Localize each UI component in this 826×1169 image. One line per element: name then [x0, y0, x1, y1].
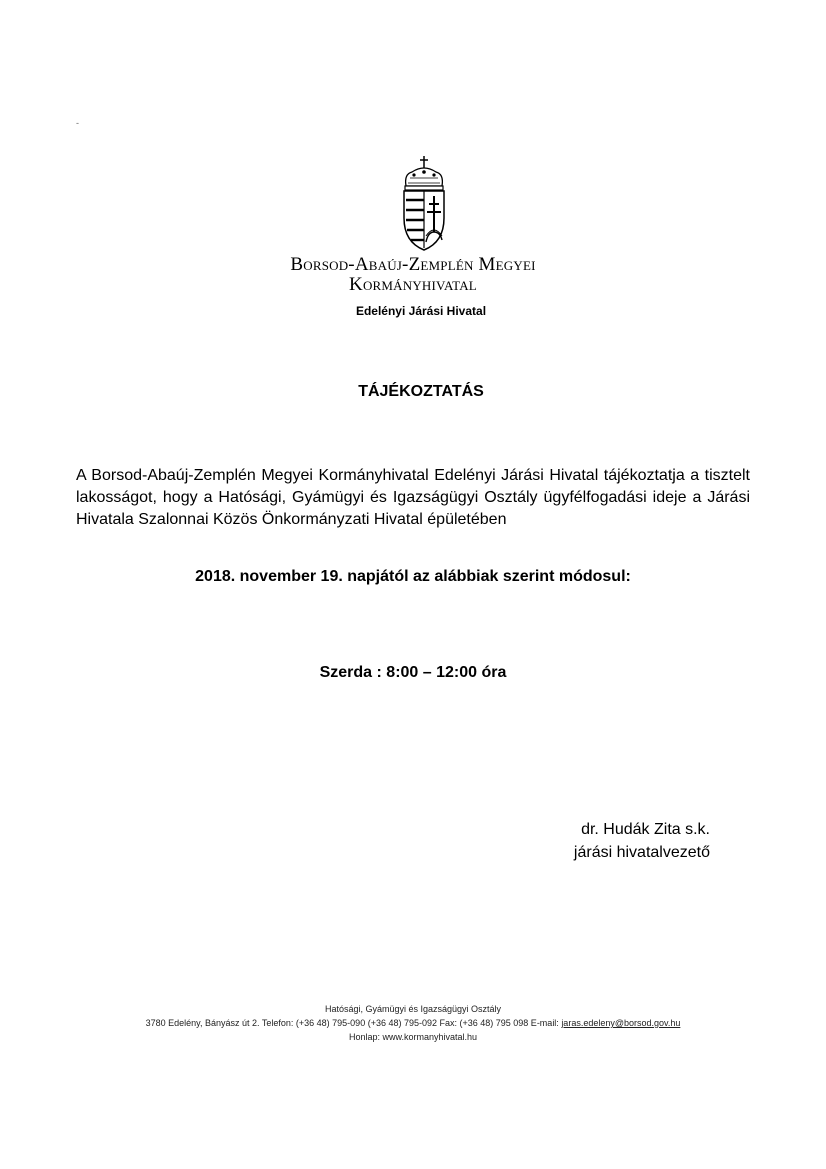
corner-mark: -: [76, 118, 79, 128]
office-hours-line: Szerda : 8:00 – 12:00 óra: [319, 664, 507, 681]
notice-paragraph: A Borsod-Abaúj-Zemplén Megyei Kormányhivatal Edelényi Járási Hivatal tájékoztatja a tisztelt lakosságot, hogy a Hatósági, Gyámügyi és Igazságügyi Osztály ügyfélfogadási ideje a Járási Hivatala Szalonnai Közös Önkormányzati Hivatal épületében: [76, 467, 750, 528]
footer: [0, 1002, 826, 1044]
signatory-role: járási hivatalvezető: [573, 844, 710, 861]
coat-of-arms-icon: [398, 156, 450, 252]
footer-department: Hatósági, Gyámügyi és Igazságügyi Osztály: [324, 1004, 502, 1014]
footer-contact-text: 3780 Edelény, Bányász út 2. Telefon: (+36 48) 795-090 (+36 48) 795-092 Fax: (+36 48) 795 098 E-mail:: [145, 1018, 562, 1028]
effective-date-line: 2018. november 19. napjától az alábbiak szerint módosul:: [195, 568, 631, 585]
footer-website: Honlap: www.kormanyhivatal.hu: [348, 1032, 478, 1042]
document-title: TÁJÉKOZTATÁS: [358, 383, 484, 400]
org-name-line1: Borsod-Abaúj-Zemplén Megyei: [290, 254, 536, 275]
signatory-name: dr. Hudák Zita s.k.: [581, 821, 710, 838]
department-name: Edelényi Járási Hivatal: [355, 304, 487, 318]
footer-email-link[interactable]: jaras.edeleny@borsod.gov.hu: [561, 1018, 681, 1028]
footer-contact: [0, 1016, 826, 1030]
signature-block: [520, 818, 710, 864]
org-name-line2: Kormányhivatal: [349, 274, 477, 295]
